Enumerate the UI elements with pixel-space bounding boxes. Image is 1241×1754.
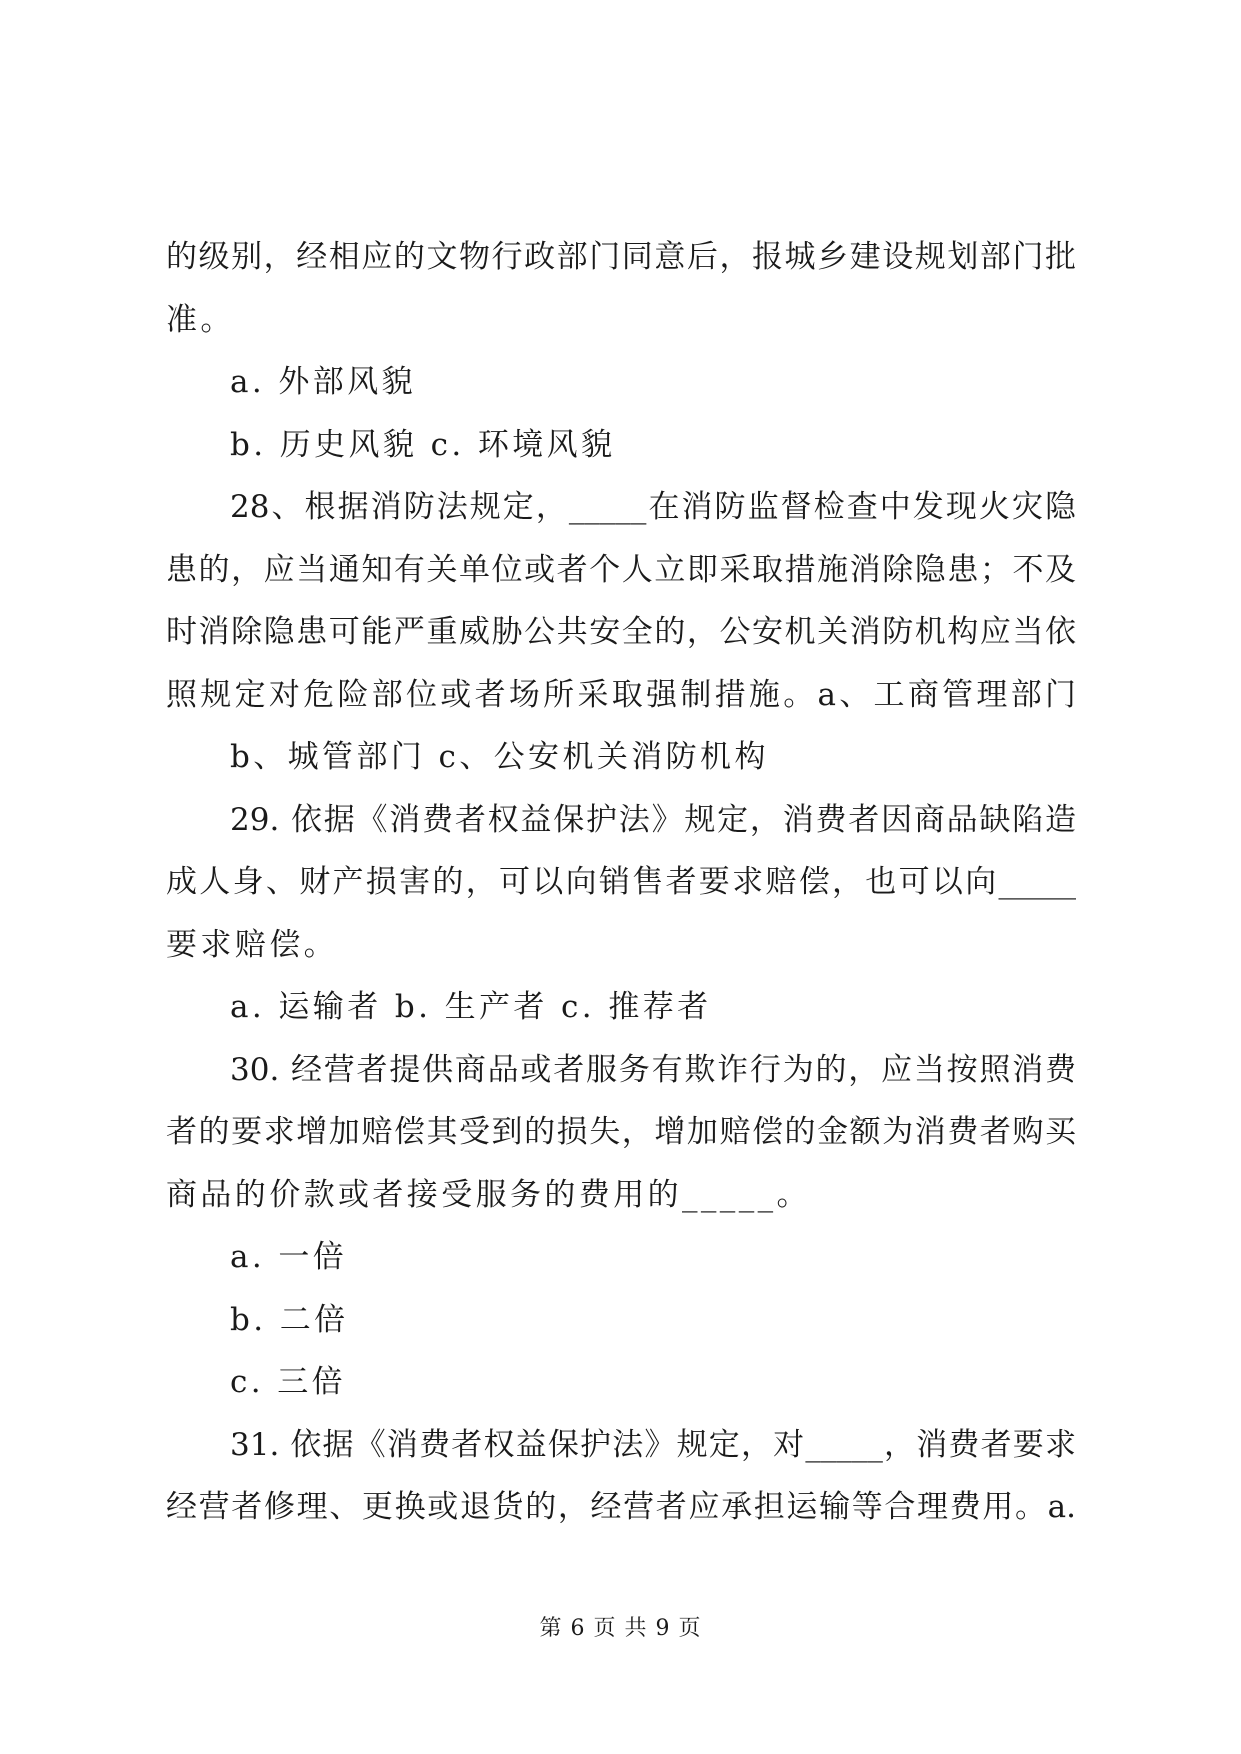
text-line: 患的，应当通知有关单位或者个人立即采取措施消除隐患；不及 xyxy=(166,551,1076,588)
question-line: 29. 依据《消费者权益保护法》规定，消费者因商品缺陷造 xyxy=(230,801,1076,838)
text-line: 商品的价款或者接受服务的费用的_____。 xyxy=(166,1176,811,1213)
question-line: 30. 经营者提供商品或者服务有欺诈行为的，应当按照消费 xyxy=(230,1051,1076,1088)
option-line: a. 外部风貌 xyxy=(230,364,416,400)
question-line: 31. 依据《消费者权益保护法》规定，对_____，消费者要求 xyxy=(230,1426,1076,1463)
page-body xyxy=(166,226,1076,1539)
text-line: 准。 xyxy=(166,301,235,338)
page-number-footer: 第 6 页 共 9 页 xyxy=(539,1616,702,1641)
text-line: 成人身、财产损害的，可以向销售者要求赔偿，也可以向_____ xyxy=(166,864,1076,900)
question-line: 28、根据消防法规定，_____在消防监督检查中发现火灾隐 xyxy=(230,489,1076,525)
text-line: 照规定对危险部位或者场所采取强制措施。a、工商管理部门 xyxy=(166,676,1076,713)
text-line: 时消除隐患可能严重威胁公共安全的，公安机关消防机构应当依 xyxy=(166,614,1076,650)
option-line: c. 三倍 xyxy=(230,1364,347,1400)
text-line: 的级别，经相应的文物行政部门同意后，报城乡建设规划部门批 xyxy=(166,239,1076,275)
text-line: 者的要求增加赔偿其受到的损失，增加赔偿的金额为消费者购买 xyxy=(166,1114,1076,1150)
text-line: 要求赔偿。 xyxy=(166,926,338,963)
option-line: a. 运输者 b. 生产者 c. 推荐者 xyxy=(230,989,712,1025)
option-line: b. 二倍 xyxy=(230,1301,349,1338)
text-line: 经营者修理、更换或退货的，经营者应承担运输等合理费用。a. xyxy=(166,1489,1076,1525)
option-line: b. 历史风貌 c. 环境风貌 xyxy=(230,426,616,463)
option-line: b、城管部门 c、公安机关消防机构 xyxy=(230,739,769,775)
option-line: a. 一倍 xyxy=(230,1239,348,1275)
